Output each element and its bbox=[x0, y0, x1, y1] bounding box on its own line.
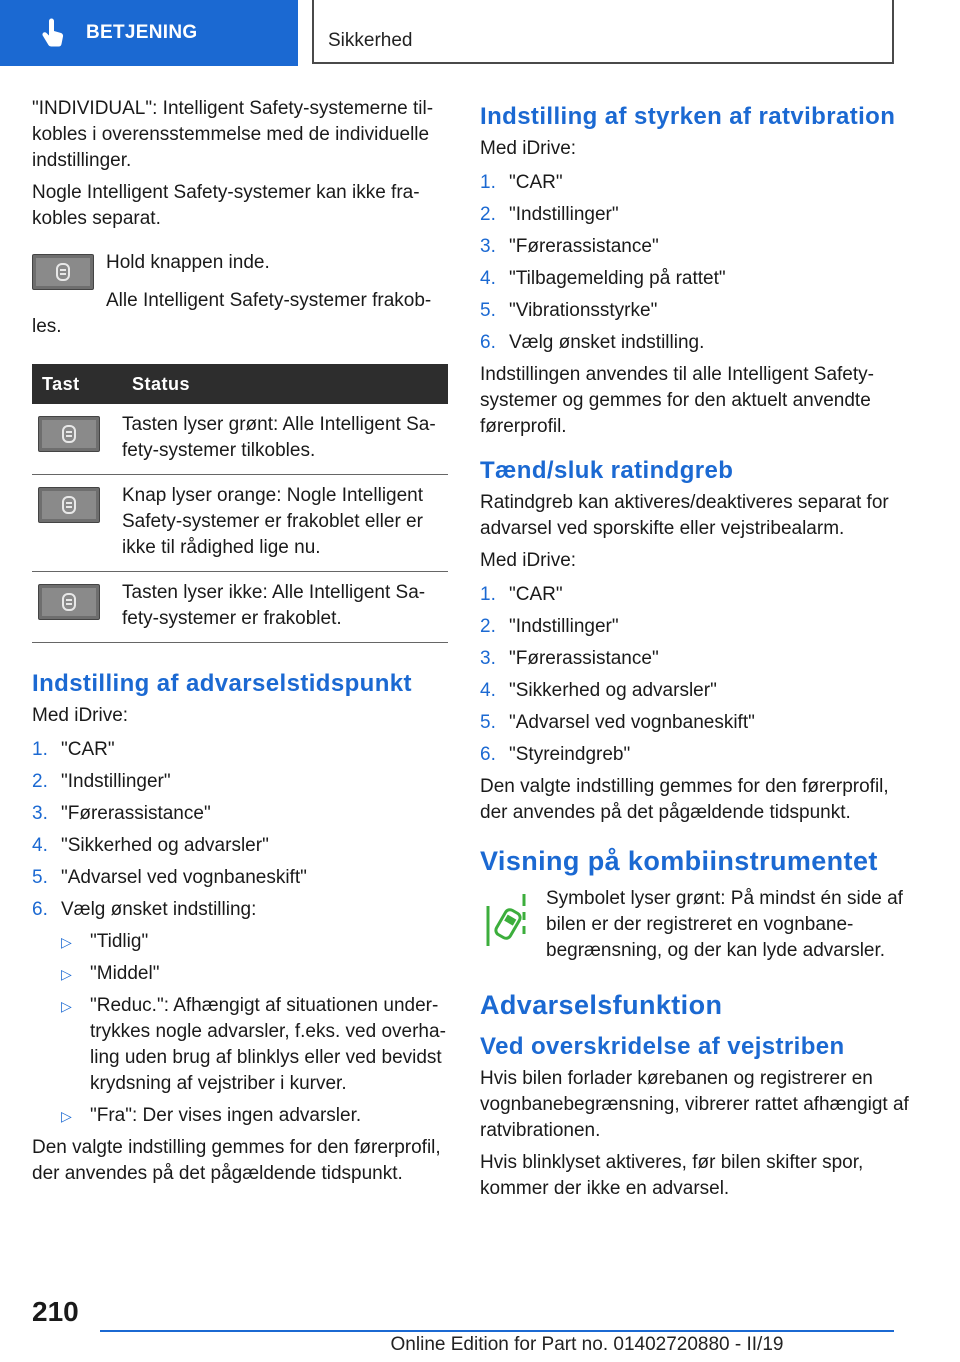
steps-list bbox=[480, 170, 910, 356]
paragraph: Symbolet lyser grønt: På mindst én side af bilen er der registreret en vognbanebegrænsning, og der kan lyde advarsler. bbox=[546, 888, 903, 961]
list-item: ▷ "Middel" bbox=[61, 961, 448, 987]
table-header-key: Tast bbox=[32, 364, 122, 404]
table-row bbox=[32, 404, 448, 475]
button-status-table bbox=[32, 364, 448, 643]
paragraph: "INDIVIDUAL": Intelligent Safety-systemerne tilkobles i overensstemmelse med de individuelle indstillinger. bbox=[32, 98, 434, 171]
steps-list bbox=[32, 737, 448, 923]
lane-departure-icon bbox=[480, 890, 536, 950]
hand-pointer-icon bbox=[40, 18, 68, 48]
paragraph: Med iDrive: bbox=[480, 550, 577, 571]
triangle-bullet-icon: ▷ bbox=[61, 966, 72, 982]
list-item: 2. "Indstillinger" bbox=[480, 204, 619, 225]
section-heading: Indstilling af styrken af ratvibration bbox=[480, 103, 896, 130]
table-row bbox=[32, 572, 448, 643]
safety-button-icon bbox=[38, 584, 100, 620]
hold-button-note bbox=[32, 250, 448, 290]
triangle-bullet-icon: ▷ bbox=[61, 1108, 72, 1124]
list-item: 6. Vælg ønsket indstilling: bbox=[32, 899, 257, 920]
triangle-bullet-icon: ▷ bbox=[61, 998, 72, 1014]
paragraph: Hold knappen inde. bbox=[106, 252, 270, 273]
page-number: 210 bbox=[32, 1296, 79, 1327]
car-safety-icon bbox=[54, 262, 72, 282]
lane-indicator-note bbox=[480, 886, 910, 970]
triangle-bullet-icon: ▷ bbox=[61, 934, 72, 950]
list-item: ▷ "Reduc.": Afhængigt af situationen undertrykkes nogle advarsler, f.eks. ved overhaling uden brug af blinklys eller ved bevidst krydsning af vejstriber i kurver. bbox=[61, 993, 448, 1097]
paragraph: Den valgte indstilling gemmes for den førerprofil, der anvendes på det pågældende tidspunkt. bbox=[32, 1137, 441, 1184]
paragraph: Alle Intelligent Safety-systemer frakobles. bbox=[32, 290, 432, 337]
list-item: ▷ "Tidlig" bbox=[61, 929, 448, 955]
section-heading: Visning på kombiinstrumentet bbox=[480, 846, 878, 876]
safety-button-icon bbox=[38, 416, 100, 452]
list-item: 2. "Indstillinger" bbox=[480, 616, 619, 637]
options-list bbox=[32, 929, 448, 1129]
list-item: 5. "Vibrationsstyrke" bbox=[480, 300, 658, 321]
list-item: 3. "Førerassistance" bbox=[480, 648, 659, 669]
section-tab bbox=[0, 0, 298, 66]
paragraph: Nogle Intelligent Safety-systemer kan ikke frakobles separat. bbox=[32, 182, 420, 229]
left-column bbox=[32, 96, 448, 1193]
list-item: 4. "Tilbagemelding på rattet" bbox=[480, 268, 726, 289]
chapter-tab bbox=[312, 0, 894, 64]
paragraph: Ratindgreb kan aktiveres/deaktiveres separat for advarsel ved sporskifte eller vejstribealarm. bbox=[480, 492, 889, 539]
paragraph: Hvis bilen forlader kørebanen og registrerer en vognbanebegrænsning, vibrerer rattet afhængigt af ratvibrationen. bbox=[480, 1068, 909, 1141]
table-cell-status: Tasten lyser ikke: Alle Intelligent Safety-systemer er frakoblet. bbox=[122, 572, 448, 643]
list-item: 1. "CAR" bbox=[480, 172, 563, 193]
list-item: 6. "Styreindgreb" bbox=[480, 744, 631, 765]
paragraph: Indstillingen anvendes til alle Intelligent Safety-systemer og gemmes for den aktuelt anvendte førerprofil. bbox=[480, 364, 874, 437]
list-item: 3. "Førerassistance" bbox=[32, 803, 211, 824]
list-item: 5. "Advarsel ved vognbaneskift" bbox=[480, 712, 755, 733]
steps-list bbox=[480, 582, 910, 768]
list-item: ▷ "Fra": Der vises ingen advarsler. bbox=[61, 1103, 448, 1129]
paragraph: Med iDrive: bbox=[480, 138, 577, 159]
section-heading: Tænd/sluk ratindgreb bbox=[480, 457, 734, 484]
section-heading: Indstilling af advarselstidspunkt bbox=[32, 670, 412, 697]
edition-note: Online Edition for Part no. 01402720880 - II/19 bbox=[390, 1334, 784, 1355]
chapter-title: Sikkerhed bbox=[328, 30, 413, 51]
list-item: 2. "Indstillinger" bbox=[32, 771, 171, 792]
list-item: 6. Vælg ønsket indstilling. bbox=[480, 332, 705, 353]
footer-divider bbox=[100, 1330, 894, 1332]
list-item: 3. "Førerassistance" bbox=[480, 236, 659, 257]
table-cell-status: Knap lyser orange: Nogle Intelligent Safety-systemer er frakoblet eller er ikke til rådighed lige nu. bbox=[122, 475, 448, 572]
section-title: BETJENING bbox=[86, 22, 198, 43]
subsection-heading: Ved overskridelse af vejstriben bbox=[480, 1033, 845, 1060]
section-heading: Advarselsfunktion bbox=[480, 990, 723, 1020]
list-item: 1. "CAR" bbox=[480, 584, 563, 605]
right-column bbox=[480, 96, 910, 1208]
paragraph: Den valgte indstilling gemmes for den førerprofil, der anvendes på det pågældende tidspunkt. bbox=[480, 776, 889, 823]
paragraph: Hvis blinklyset aktiveres, før bilen skifter spor, kommer der ikke en advarsel. bbox=[480, 1152, 864, 1199]
table-header-status: Status bbox=[122, 364, 448, 404]
list-item: 4. "Sikkerhed og advarsler" bbox=[32, 835, 269, 856]
list-item: 4. "Sikkerhed og advarsler" bbox=[480, 680, 717, 701]
paragraph: Med iDrive: bbox=[32, 705, 129, 726]
table-row bbox=[32, 475, 448, 572]
safety-button-icon bbox=[38, 487, 100, 523]
list-item: 1. "CAR" bbox=[32, 739, 115, 760]
list-item: 5. "Advarsel ved vognbaneskift" bbox=[32, 867, 307, 888]
table-cell-status: Tasten lyser grønt: Alle Intelligent Safety-systemer tilkobles. bbox=[122, 404, 448, 475]
safety-button-icon bbox=[32, 254, 94, 290]
